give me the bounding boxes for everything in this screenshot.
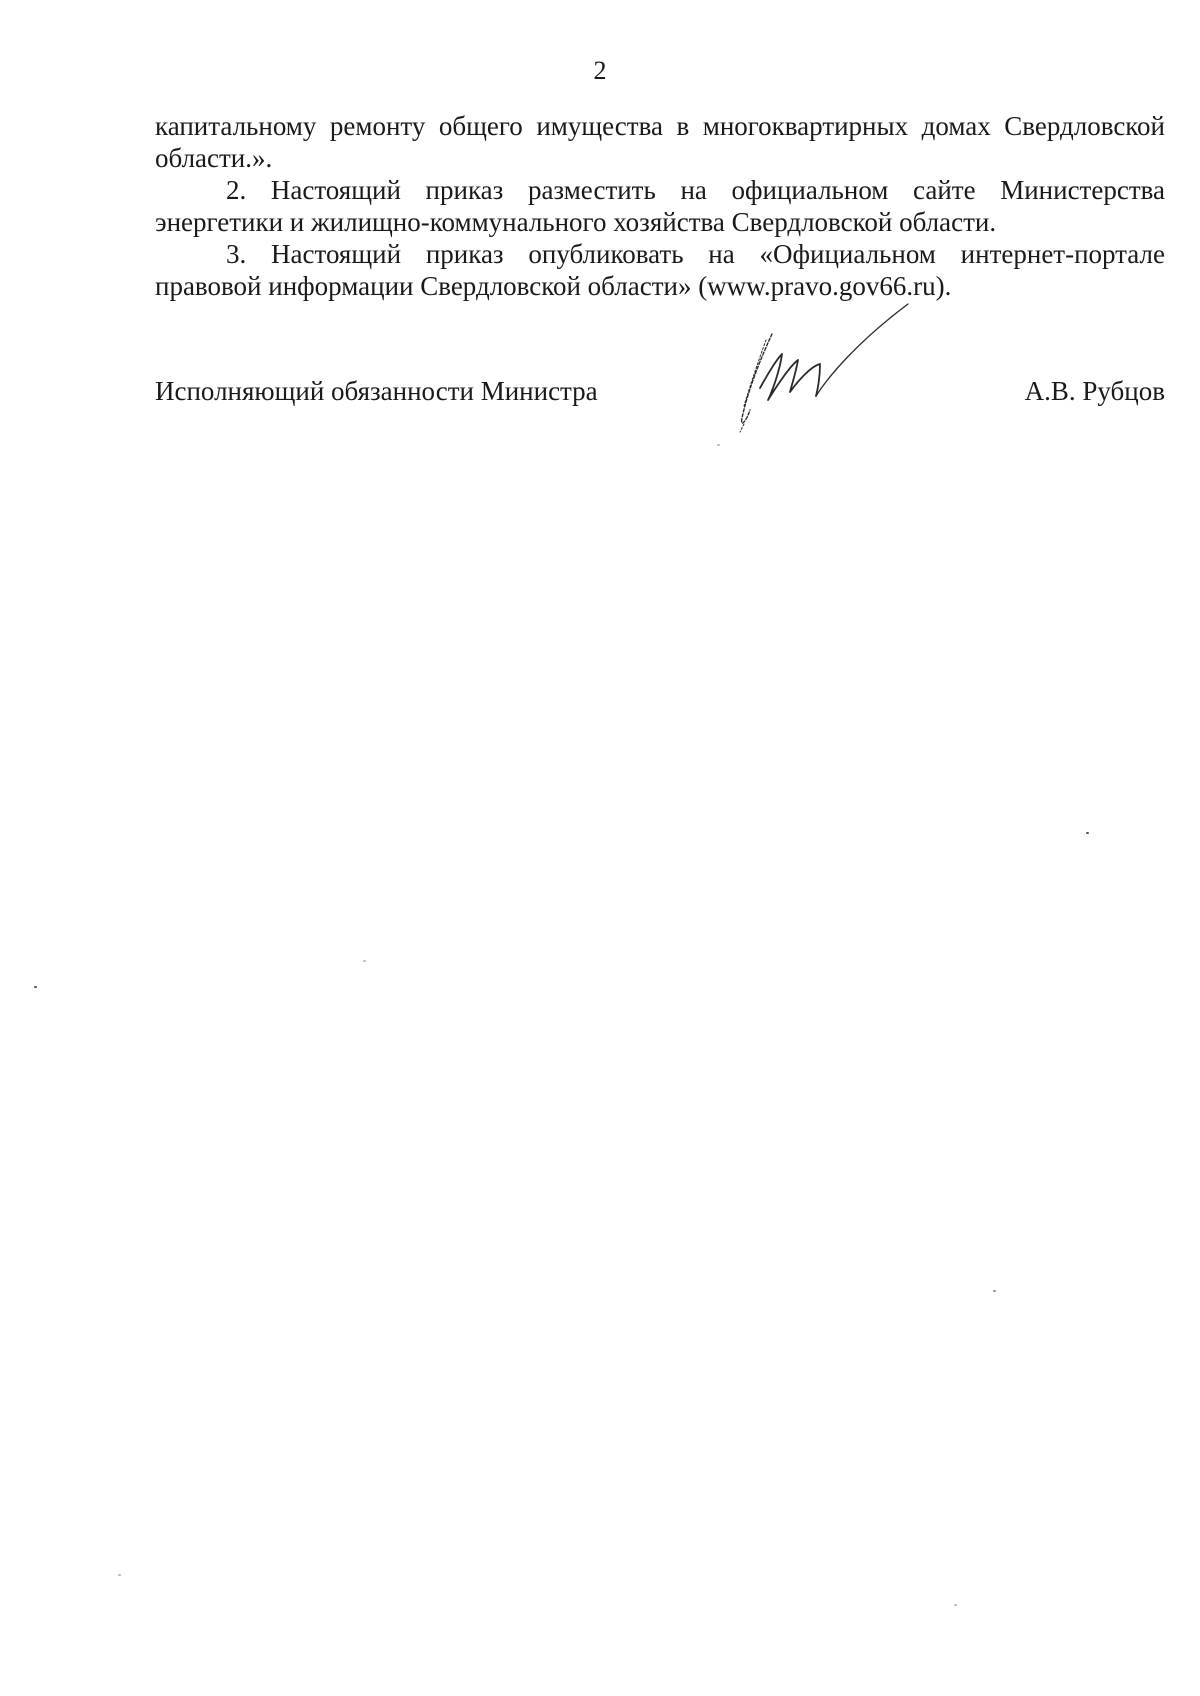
scan-speck bbox=[34, 986, 37, 988]
paragraph-item-3: 3. Настоящий приказ опубликовать на «Официальном интернет-портале правовой информации Свердловской области» (www.pravo.gov66.ru). bbox=[155, 239, 1165, 301]
document-body bbox=[155, 110, 1165, 302]
handwritten-signature bbox=[720, 300, 930, 460]
scan-speck bbox=[993, 1290, 996, 1292]
signatory-name: А.В. Рубцов bbox=[1024, 376, 1165, 406]
scan-speck bbox=[717, 444, 720, 446]
scan-speck bbox=[363, 960, 366, 962]
signatory-position: Исполняющий обязанности Министра bbox=[155, 376, 598, 406]
scan-speck bbox=[118, 1574, 121, 1576]
paragraph-item-2: 2. Настоящий приказ разместить на официальном сайте Министерства энергетики и жилищно-коммунального хозяйства Свердловской области. bbox=[155, 175, 1165, 237]
paragraph-continuation: капитальному ремонту общего имущества в многоквартирных домах Свердловской области.». bbox=[155, 111, 1165, 173]
scan-speck bbox=[954, 1604, 957, 1606]
signature-block bbox=[155, 375, 1165, 415]
page-number: 2 bbox=[593, 56, 607, 85]
scan-speck bbox=[1086, 832, 1089, 834]
